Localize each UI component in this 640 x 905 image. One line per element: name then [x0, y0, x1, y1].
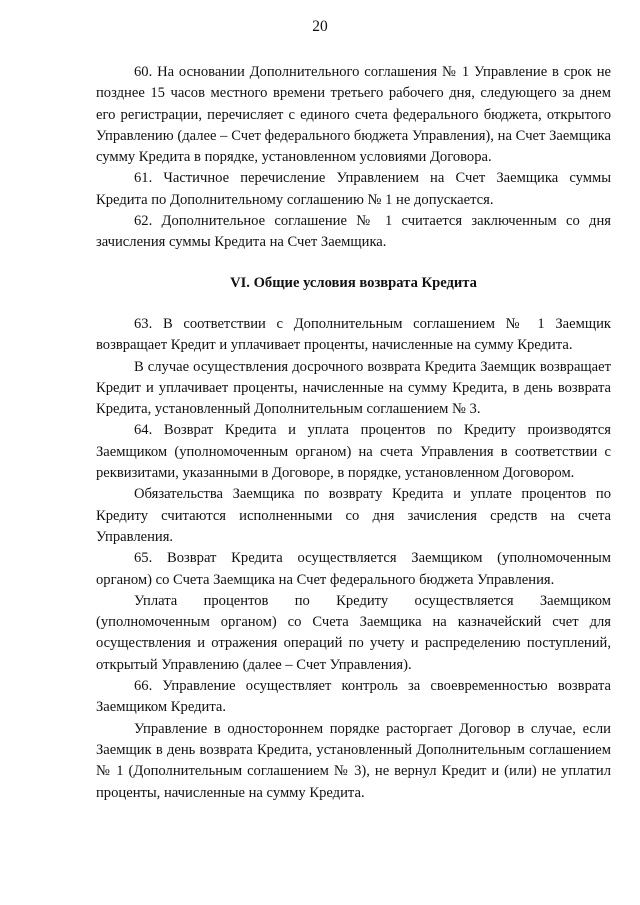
paragraph-66-termination: Управление в одностороннем порядке расторгает Договор в случае, если Заемщик в день возврата Кредита, установленный Дополнительным соглашением № 1 (Дополнительным соглашением № 3), не вернул Кредит и (или) не уплатил проценты, начисленные на сумму Кредита.	[96, 720, 611, 801]
document-body	[96, 62, 611, 804]
paragraph-65: 65. Возврат Кредита осуществляется Заемщиком (уполномоченным органом) со Счета Заемщика на Счет федерального бюджета Управления.	[96, 550, 611, 588]
section-heading: VI. Общие условия возврата Кредита	[230, 274, 477, 291]
paragraph-60: 60. На основании Дополнительного соглашения № 1 Управление в срок не позднее 15 часов местного времени третьего рабочего дня, следующего за днем его регистрации, перечисляет с единого счета федерального бюджета, открытого Управлению (далее – Счет федерального бюджета Управления), на Счет Заемщика сумму Кредита в порядке, установленном условиями Договора.	[96, 64, 611, 166]
paragraph-63-early-repayment: В случае осуществления досрочного возврата Кредита Заемщик возвращает Кредит и уплачивает проценты, начисленные на сумму Кредита, в день возврата Кредита, установленный Дополнительным соглашением № 3.	[96, 358, 611, 418]
paragraph-62: 62. Дополнительное соглашение № 1 считается заключенным со дня зачисления суммы Кредита на Счет Заемщика.	[96, 213, 611, 251]
page-number: 20	[312, 18, 328, 35]
paragraph-63: 63. В соответствии с Дополнительным соглашением № 1 Заемщик возвращает Кредит и уплачивает проценты, начисленные на сумму Кредита.	[96, 315, 611, 354]
paragraph-64-obligations: Обязательства Заемщика по возврату Кредита и уплате процентов по Кредиту считаются исполненными со дня зачисления средств на счета Управления.	[96, 486, 611, 545]
paragraph-65-interest-payment: Уплата процентов по Кредиту осуществляется Заемщиком (уполномоченным органом) со Счета Заемщика на казначейский счет для осуществления и отражения операций по учету и распределению поступлений, открытый Управлению (далее – Счет Управления).	[96, 592, 611, 673]
paragraph-66: 66. Управление осуществляет контроль за своевременностью возврата Заемщиком Кредита.	[96, 678, 611, 716]
paragraph-61: 61. Частичное перечисление Управлением на Счет Заемщика суммы Кредита по Дополнительному соглашению № 1 не допускается.	[96, 170, 611, 208]
paragraph-64: 64. Возврат Кредита и уплата процентов по Кредиту производятся Заемщиком (уполномоченным органом) на счета Управления в соответствии с реквизитами, указанными в Договоре, в порядке, установленном Договором.	[96, 422, 611, 482]
